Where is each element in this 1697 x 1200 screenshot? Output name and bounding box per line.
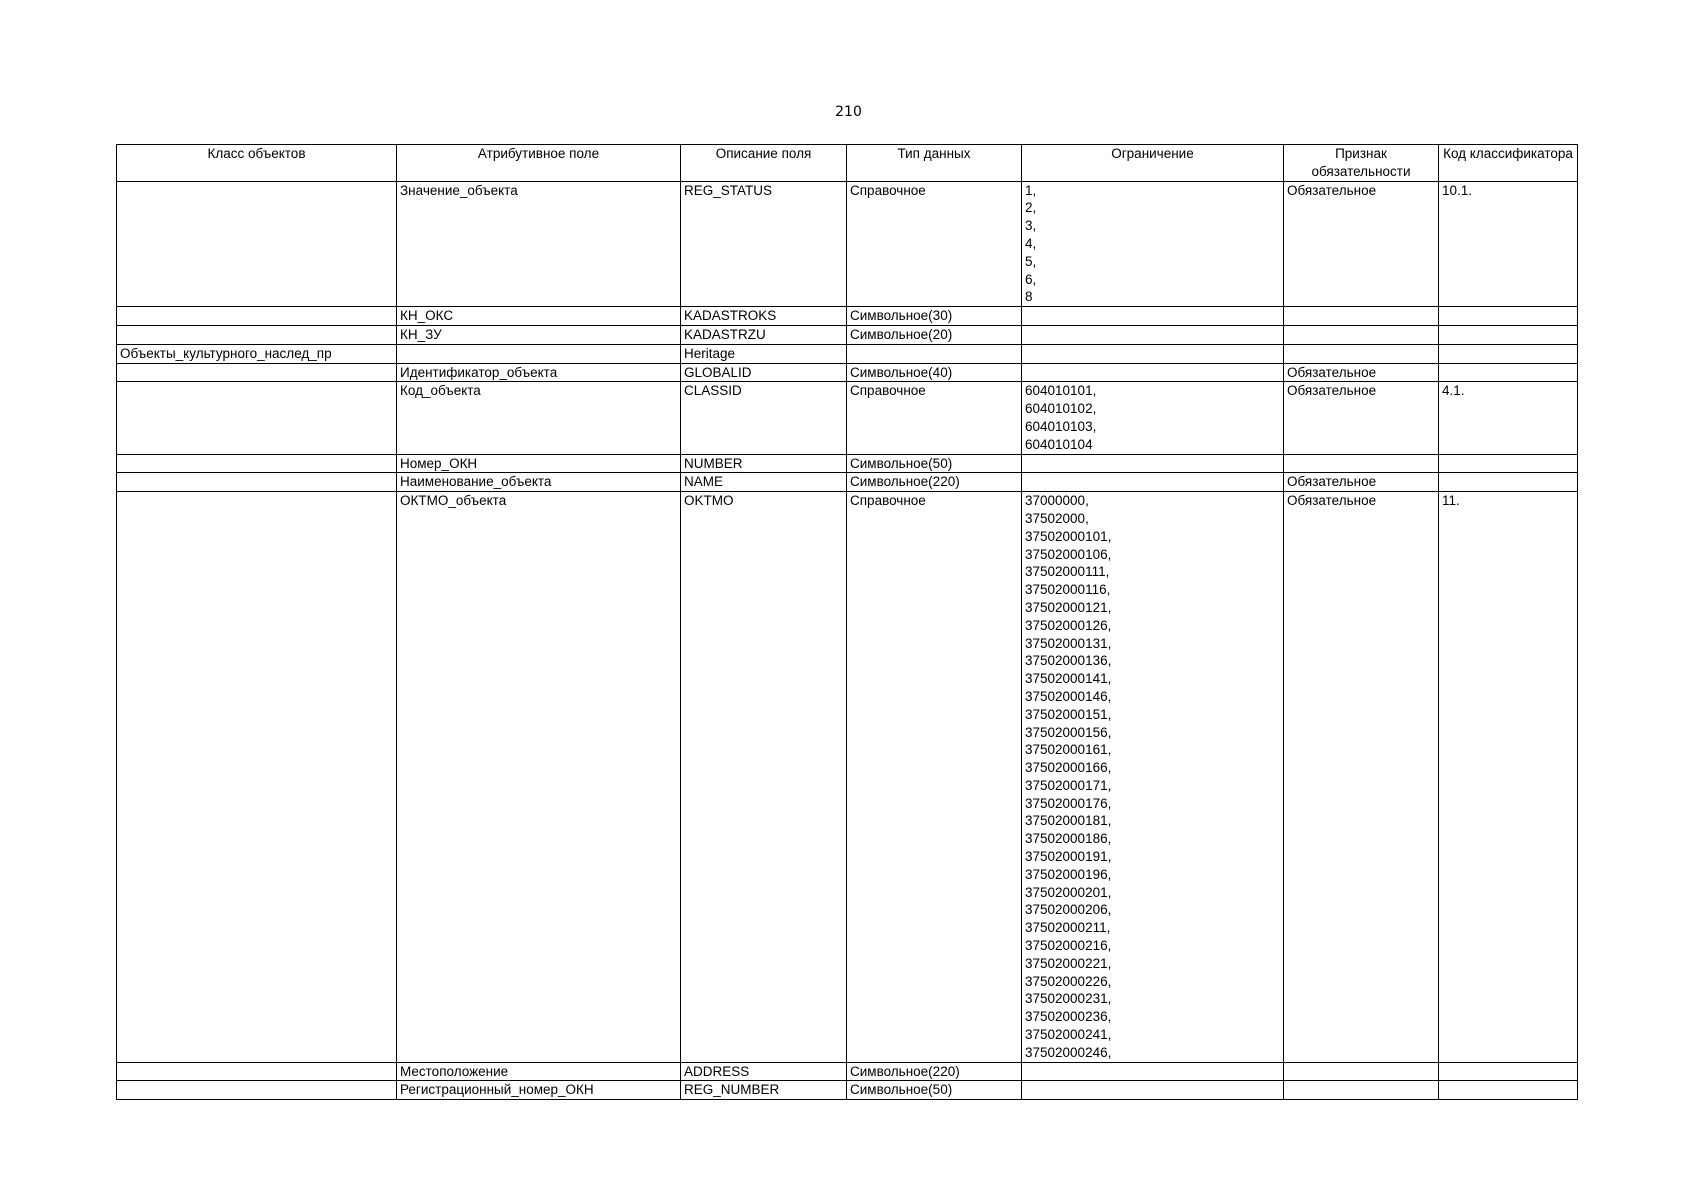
cell-field-description: ADDRESS — [681, 1062, 847, 1081]
cell-attribute-field: Код_объекта — [397, 382, 681, 454]
restriction-value: 37502000136, — [1025, 653, 1112, 669]
restriction-value: 37502000231, — [1025, 991, 1112, 1007]
cell-required-flag — [1284, 1062, 1439, 1081]
cell-classifier-code — [1439, 1062, 1578, 1081]
header-classifier-code: Код классификатора — [1439, 145, 1578, 182]
cell-field-description: REG_NUMBER — [681, 1081, 847, 1100]
header-attribute-field: Атрибутивное поле — [397, 145, 681, 182]
restriction-value: 37502000131, — [1025, 635, 1112, 651]
restriction-value: 5, — [1025, 253, 1037, 269]
restriction-value: 37502000106, — [1025, 546, 1112, 562]
restriction-value: 6, — [1025, 271, 1037, 287]
cell-data-type: Символьное(20) — [847, 325, 1022, 344]
restriction-value: 37502000176, — [1025, 795, 1112, 811]
cell-object-class — [117, 181, 397, 307]
restriction-value: 37502000156, — [1025, 724, 1112, 740]
restriction-value: 37502000, — [1025, 510, 1089, 526]
cell-required-flag — [1284, 325, 1439, 344]
cell-attribute-field: ОКТМО_объекта — [397, 492, 681, 1063]
cell-restriction — [1022, 307, 1284, 326]
cell-field-description: CLASSID — [681, 382, 847, 454]
cell-classifier-code: 4.1. — [1439, 382, 1578, 454]
cell-field-description: NUMBER — [681, 454, 847, 473]
cell-restriction — [1022, 363, 1284, 382]
restriction-value: 37502000186, — [1025, 831, 1112, 847]
restriction-value: 37502000196, — [1025, 866, 1112, 882]
cell-attribute-field: Значение_объекта — [397, 181, 681, 307]
restriction-value: 3, — [1025, 218, 1037, 234]
cell-data-type: Справочное — [847, 492, 1022, 1063]
restriction-value: 37502000181, — [1025, 813, 1112, 829]
cell-data-type: Справочное — [847, 382, 1022, 454]
restriction-value: 4, — [1025, 235, 1037, 251]
cell-classifier-code — [1439, 454, 1578, 473]
cell-object-class: Объекты_культурного_наслед_пр — [117, 344, 397, 363]
cell-data-type: Символьное(50) — [847, 454, 1022, 473]
cell-field-description: KADASTRZU — [681, 325, 847, 344]
cell-classifier-code — [1439, 307, 1578, 326]
restriction-value: 8 — [1025, 289, 1033, 305]
cell-data-type: Символьное(220) — [847, 1062, 1022, 1081]
restriction-value: 37502000161, — [1025, 742, 1112, 758]
cell-object-class — [117, 492, 397, 1063]
header-restriction: Ограничение — [1022, 145, 1284, 182]
cell-field-description: OKTMO — [681, 492, 847, 1063]
restriction-value: 37502000216, — [1025, 938, 1112, 954]
cell-restriction — [1022, 325, 1284, 344]
restriction-value: 604010103, — [1025, 418, 1097, 434]
table-row — [117, 382, 1578, 454]
table-body — [117, 181, 1578, 1100]
cell-data-type: Символьное(30) — [847, 307, 1022, 326]
cell-attribute-field: Местоположение — [397, 1062, 681, 1081]
cell-required-flag: Обязательное — [1284, 181, 1439, 307]
restriction-value: 37502000211, — [1025, 920, 1111, 936]
restriction-value: 1, — [1025, 182, 1037, 198]
table-row — [117, 473, 1578, 492]
cell-classifier-code — [1439, 473, 1578, 492]
table-row — [117, 181, 1578, 307]
restriction-value: 37502000121, — [1025, 599, 1112, 615]
cell-classifier-code — [1439, 344, 1578, 363]
cell-field-description: Heritage — [681, 344, 847, 363]
cell-required-flag — [1284, 1081, 1439, 1100]
cell-object-class — [117, 382, 397, 454]
restriction-value: 37502000151, — [1025, 706, 1112, 722]
table-row — [117, 344, 1578, 363]
cell-restriction — [1022, 492, 1284, 1063]
cell-classifier-code: 10.1. — [1439, 181, 1578, 307]
table-row — [117, 1062, 1578, 1081]
restriction-value: 37502000246, — [1025, 1044, 1112, 1060]
table-row — [117, 307, 1578, 326]
cell-restriction — [1022, 1062, 1284, 1081]
cell-required-flag: Обязательное — [1284, 382, 1439, 454]
cell-attribute-field: КН_ЗУ — [397, 325, 681, 344]
cell-classifier-code — [1439, 363, 1578, 382]
cell-data-type: Символьное(220) — [847, 473, 1022, 492]
restriction-value: 2, — [1025, 200, 1037, 216]
cell-required-flag: Обязательное — [1284, 492, 1439, 1063]
cell-data-type — [847, 344, 1022, 363]
attribute-table — [116, 144, 1578, 1100]
restriction-value: 37502000146, — [1025, 688, 1112, 704]
restriction-value: 37502000221, — [1025, 955, 1112, 971]
restriction-value: 37502000116, — [1025, 582, 1111, 598]
cell-data-type: Справочное — [847, 181, 1022, 307]
cell-field-description: REG_STATUS — [681, 181, 847, 307]
restriction-value: 37502000111, — [1025, 564, 1110, 580]
header-object-class: Класс объектов — [117, 145, 397, 182]
cell-attribute-field: Наименование_объекта — [397, 473, 681, 492]
cell-object-class — [117, 363, 397, 382]
cell-object-class — [117, 454, 397, 473]
cell-data-type: Символьное(40) — [847, 363, 1022, 382]
restriction-value: 37502000101, — [1025, 528, 1112, 544]
cell-restriction — [1022, 454, 1284, 473]
cell-required-flag — [1284, 344, 1439, 363]
cell-required-flag: Обязательное — [1284, 473, 1439, 492]
restriction-value: 37502000166, — [1025, 760, 1112, 776]
cell-restriction — [1022, 344, 1284, 363]
cell-attribute-field: КН_ОКС — [397, 307, 681, 326]
restriction-value: 604010104 — [1025, 436, 1093, 452]
cell-field-description: NAME — [681, 473, 847, 492]
cell-attribute-field — [397, 344, 681, 363]
table-row — [117, 454, 1578, 473]
cell-classifier-code: 11. — [1439, 492, 1578, 1063]
restriction-value: 37502000191, — [1025, 849, 1112, 865]
restriction-value: 37000000, — [1025, 493, 1089, 509]
restriction-value: 37502000236, — [1025, 1009, 1112, 1025]
table-row — [117, 492, 1578, 1063]
cell-required-flag — [1284, 307, 1439, 326]
cell-required-flag — [1284, 454, 1439, 473]
header-required-flag: Признак обязательности — [1284, 145, 1439, 182]
cell-classifier-code — [1439, 325, 1578, 344]
cell-attribute-field: Регистрационный_номер_ОКН — [397, 1081, 681, 1100]
header-data-type: Тип данных — [847, 145, 1022, 182]
cell-object-class — [117, 473, 397, 492]
header-field-description: Описание поля — [681, 145, 847, 182]
table-row — [117, 325, 1578, 344]
cell-restriction — [1022, 473, 1284, 492]
cell-restriction — [1022, 1081, 1284, 1100]
restriction-value: 37502000206, — [1025, 902, 1112, 918]
page-number: 210 — [835, 104, 862, 120]
cell-field-description: KADASTROKS — [681, 307, 847, 326]
table-header-row — [117, 145, 1578, 182]
restriction-value: 37502000201, — [1025, 884, 1112, 900]
cell-attribute-field: Идентификатор_объекта — [397, 363, 681, 382]
table-row — [117, 1081, 1578, 1100]
restriction-value: 37502000171, — [1025, 777, 1112, 793]
cell-object-class — [117, 1081, 397, 1100]
cell-object-class — [117, 325, 397, 344]
cell-object-class — [117, 1062, 397, 1081]
table-row — [117, 363, 1578, 382]
cell-field-description: GLOBALID — [681, 363, 847, 382]
restriction-value: 37502000126, — [1025, 617, 1112, 633]
restriction-value: 604010102, — [1025, 401, 1097, 417]
cell-attribute-field: Номер_ОКН — [397, 454, 681, 473]
cell-classifier-code — [1439, 1081, 1578, 1100]
cell-restriction — [1022, 382, 1284, 454]
cell-data-type: Символьное(50) — [847, 1081, 1022, 1100]
restriction-value: 604010101, — [1025, 383, 1097, 399]
cell-object-class — [117, 307, 397, 326]
cell-required-flag: Обязательное — [1284, 363, 1439, 382]
cell-restriction — [1022, 181, 1284, 307]
restriction-value: 37502000241, — [1025, 1027, 1112, 1043]
restriction-value: 37502000141, — [1025, 671, 1112, 687]
restriction-value: 37502000226, — [1025, 973, 1112, 989]
